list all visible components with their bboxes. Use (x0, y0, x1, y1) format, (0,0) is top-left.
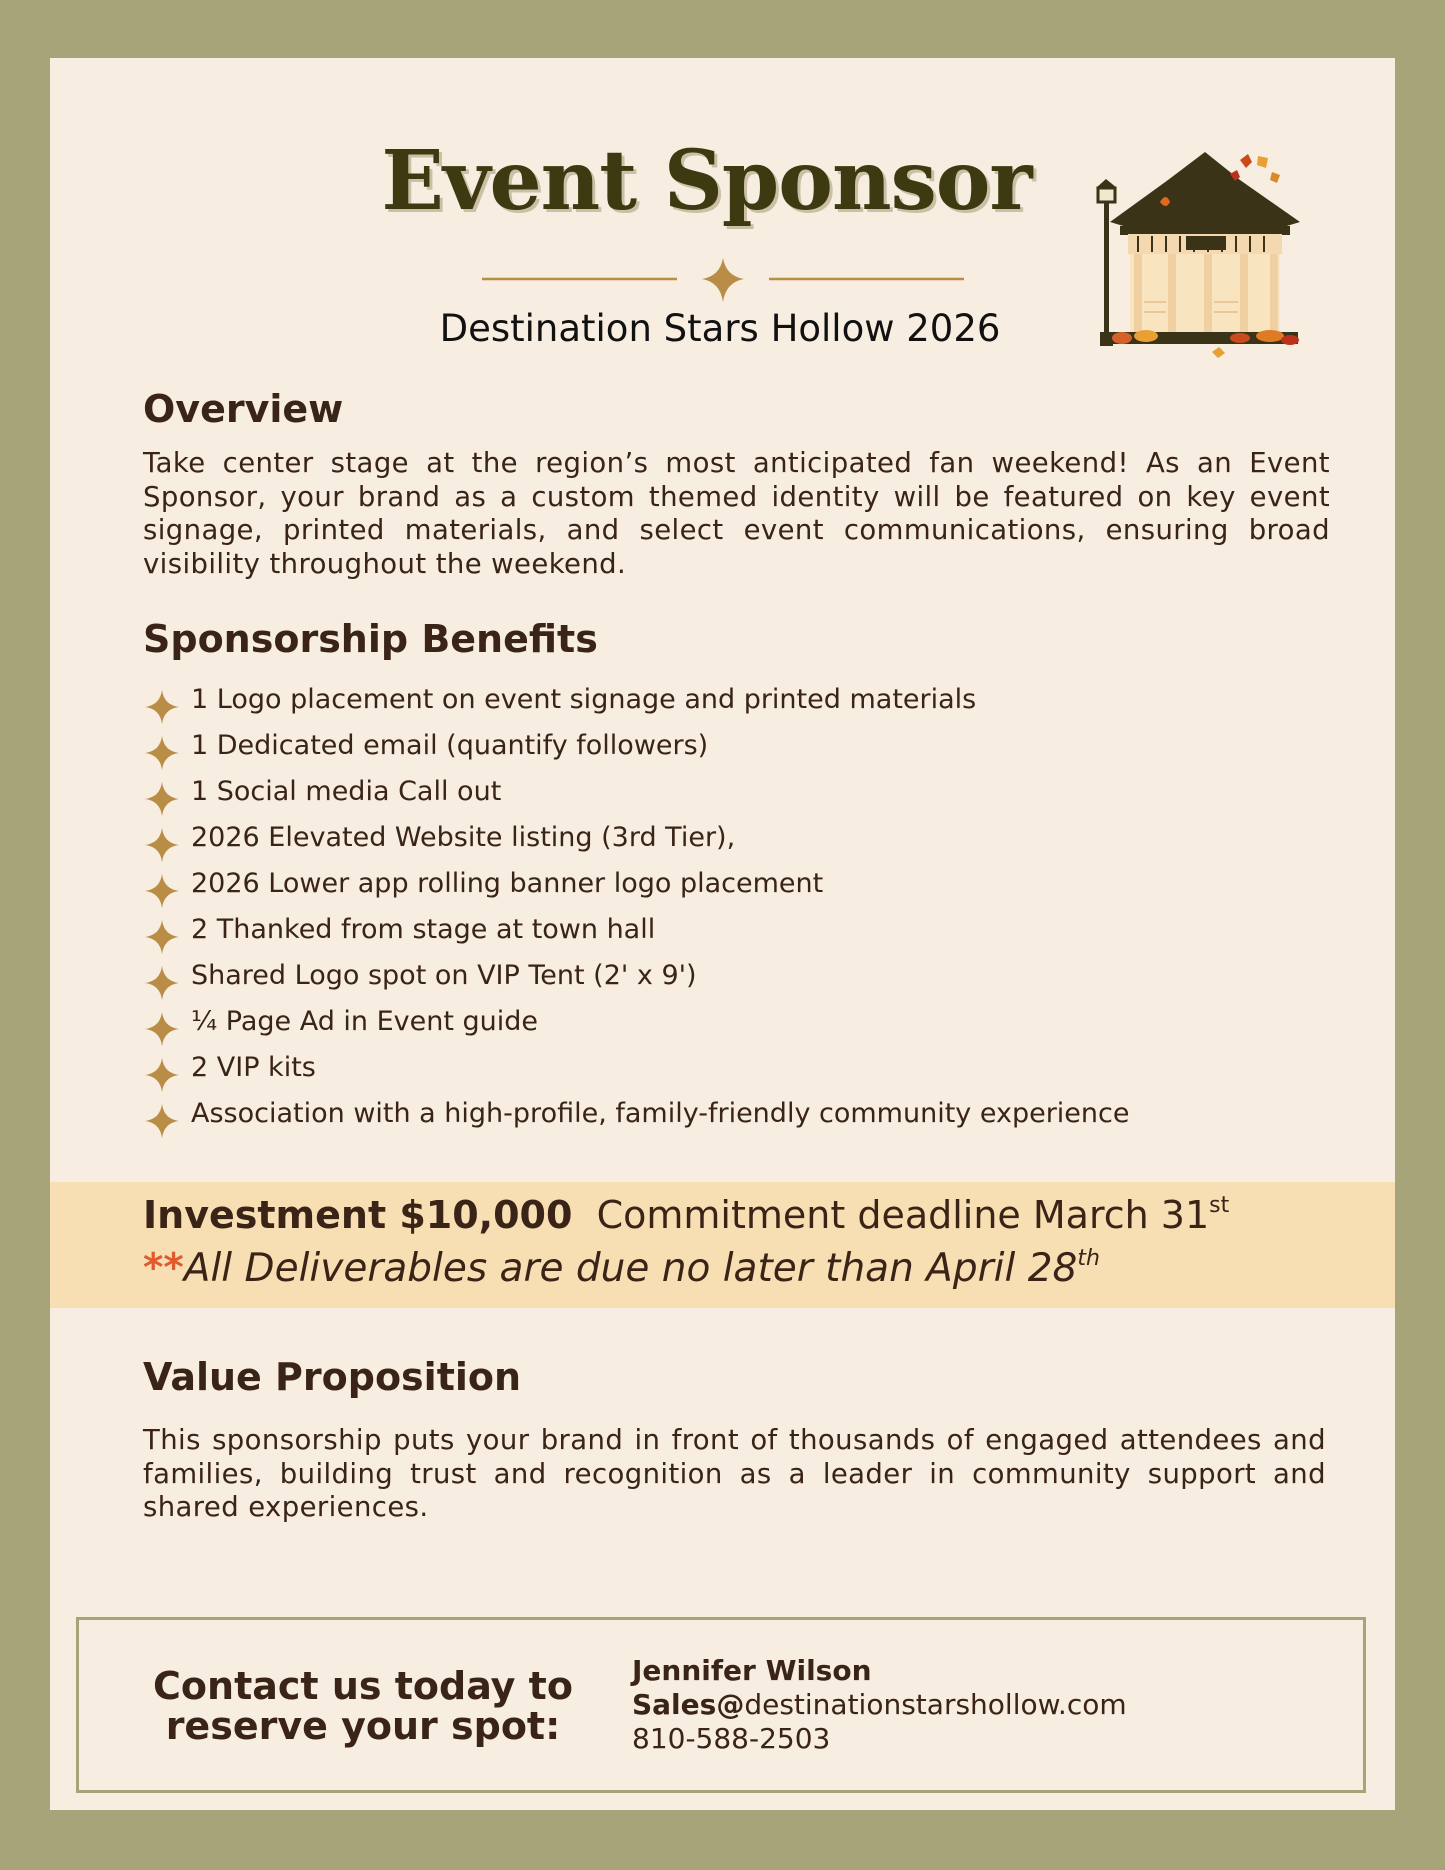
benefits-heading: Sponsorship Benefits (143, 617, 598, 661)
list-item: 1 Dedicated email (quantify followers) (143, 726, 1130, 772)
deliverables-text: All Deliverables are due no later than April 28 (183, 1246, 1078, 1291)
value-text: This sponsorship puts your brand in front of thousands of engaged attendees and families, building trust and recognition as a leader in community support and shared experiences. (143, 1424, 1326, 1523)
commitment-deadline: Commitment deadline March 31 (596, 1193, 1210, 1237)
sparkle-icon (143, 964, 181, 1002)
list-item: 2026 Elevated Website listing (3rd Tier), (143, 818, 1130, 864)
investment-line (143, 1193, 1229, 1237)
sparkle-icon (702, 258, 744, 302)
list-item: Association with a high-profile, family-friendly community experience (143, 1094, 1130, 1140)
note-suffix: th (1077, 1246, 1100, 1271)
sparkle-icon (143, 918, 181, 956)
contact-info (632, 1654, 1127, 1756)
benefits-list (143, 680, 1130, 1140)
contact-name: Jennifer Wilson (632, 1654, 872, 1687)
list-item: 2026 Lower app rolling banner logo placement (143, 864, 1130, 910)
list-item: 1 Logo placement on event signage and printed materials (143, 680, 1130, 726)
cta-line: reserve your spot: (165, 1704, 561, 1748)
deliverables-note (143, 1246, 1100, 1291)
contact-cta (143, 1666, 583, 1746)
list-item: 2 Thanked from stage at town hall (143, 910, 1130, 956)
page-title: Event Sponsor (381, 133, 1032, 229)
sparkle-icon (143, 1010, 181, 1048)
list-item: ¼ Page Ad in Event guide (143, 1002, 1130, 1048)
cta-line: Contact us today to (153, 1664, 573, 1708)
list-item: 1 Social media Call out (143, 772, 1130, 818)
sparkle-icon (143, 734, 181, 772)
sparkle-icon (143, 872, 181, 910)
list-item: Shared Logo spot on VIP Tent (2' x 9') (143, 956, 1130, 1002)
overview-heading: Overview (143, 387, 344, 431)
contact-email[interactable]: Sales@destinationstarshollow.com (632, 1688, 1127, 1721)
deadline-suffix: st (1209, 1193, 1230, 1218)
investment-amount: Investment $10,000 (143, 1193, 573, 1237)
sparkle-icon (143, 1102, 181, 1140)
title-divider (482, 258, 964, 304)
value-heading: Value Proposition (143, 1355, 522, 1399)
sparkle-icon (143, 826, 181, 864)
sparkle-icon (143, 1056, 181, 1094)
overview-text: Take center stage at the region’s most anticipated fan weekend! As an Event Sponsor, your brand as a custom themed identity will be featured on key event signage, printed materials, and select event communications, ensuring broad visibility throughout the weekend. (143, 447, 1330, 580)
asterisk-marker: ** (143, 1246, 184, 1291)
page-subtitle: Destination Stars Hollow 2026 (439, 307, 1001, 350)
contact-phone[interactable]: 810-588-2503 (632, 1722, 831, 1755)
sparkle-icon (143, 688, 181, 726)
gazebo-illustration (1090, 152, 1305, 362)
list-item: 2 VIP kits (143, 1048, 1130, 1094)
sparkle-icon (143, 780, 181, 818)
